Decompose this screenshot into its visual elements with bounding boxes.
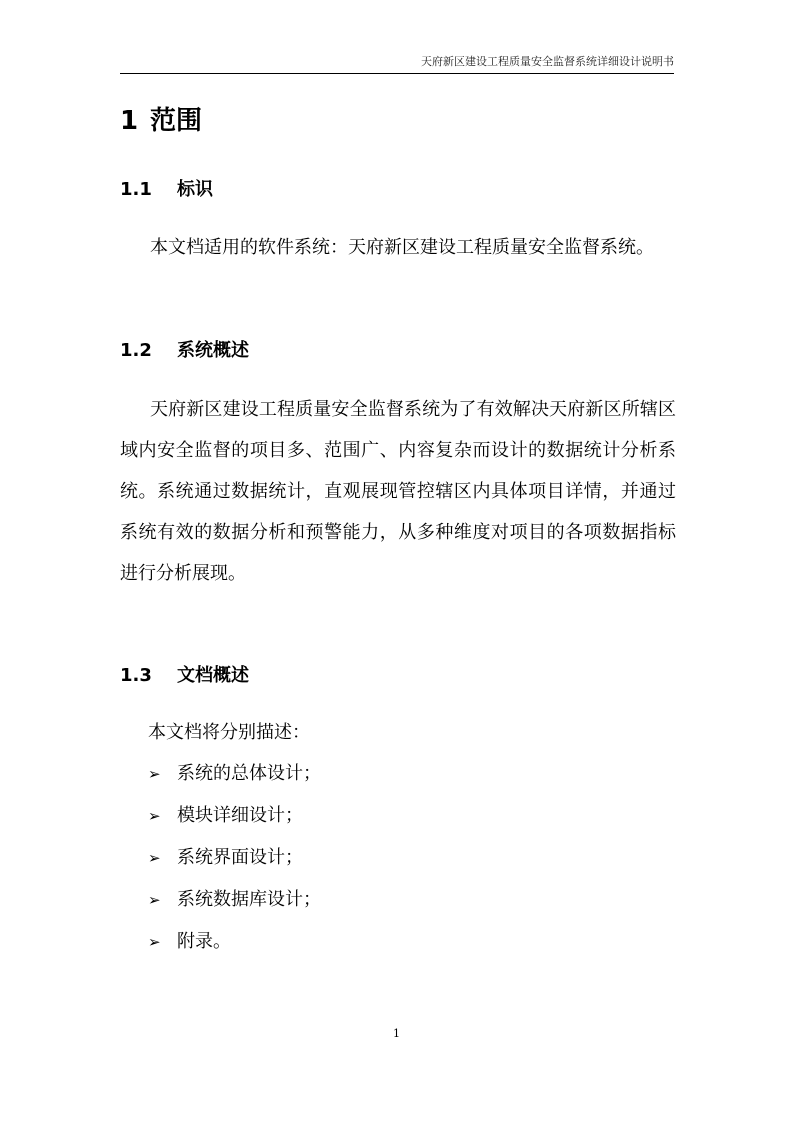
list-item xyxy=(148,803,321,845)
section-number: 1.3 xyxy=(120,665,152,686)
section-1-1-body: 本文档适用的软件系统：天府新区建设工程质量安全监督系统。 xyxy=(150,237,654,258)
page-number: 1 xyxy=(393,1027,400,1040)
list-item xyxy=(148,929,321,971)
arrow-bullet-icon: ➢ xyxy=(148,891,161,909)
section-title: 标识 xyxy=(177,179,213,200)
list-item-text: 系统数据库设计； xyxy=(177,889,321,910)
section-heading-1-1 xyxy=(120,177,213,203)
section-number: 1.1 xyxy=(120,179,152,200)
arrow-bullet-icon: ➢ xyxy=(148,933,161,951)
chapter-heading xyxy=(120,103,202,139)
section-number: 1.2 xyxy=(120,340,152,361)
section-heading-1-2 xyxy=(120,338,249,364)
list-item xyxy=(148,887,321,929)
section-1-2-body: 天府新区建设工程质量安全监督系统为了有效解决天府新区所辖区域内安全监督的项目多、范围广、内容复杂而设计的数据统计分析系统。系统通过数据统计，直观展现管控辖区内具体项目详情，并通过系统有效的数据分析和预警能力，从多种维度对项目的各项数据指标进行分析展现。 xyxy=(120,399,676,584)
running-header: 天府新区建设工程质量安全监督系统详细设计说明书 xyxy=(421,55,674,68)
arrow-bullet-icon: ➢ xyxy=(148,765,161,783)
arrow-bullet-icon: ➢ xyxy=(148,849,161,867)
document-contents-list xyxy=(148,761,321,971)
chapter-number: 1 xyxy=(120,106,139,136)
arrow-bullet-icon: ➢ xyxy=(148,807,161,825)
list-item-text: 附录。 xyxy=(177,931,231,952)
header-divider xyxy=(120,73,674,74)
section-title: 文档概述 xyxy=(177,665,249,686)
list-item-text: 模块详细设计； xyxy=(177,805,303,826)
list-item-text: 系统界面设计； xyxy=(177,847,303,868)
section-heading-1-3 xyxy=(120,663,249,689)
section-1-3-intro: 本文档将分别描述： xyxy=(148,722,310,743)
list-item-text: 系统的总体设计； xyxy=(177,763,321,784)
list-item xyxy=(148,761,321,803)
chapter-title: 范围 xyxy=(150,106,203,136)
list-item xyxy=(148,845,321,887)
section-title: 系统概述 xyxy=(177,340,249,361)
